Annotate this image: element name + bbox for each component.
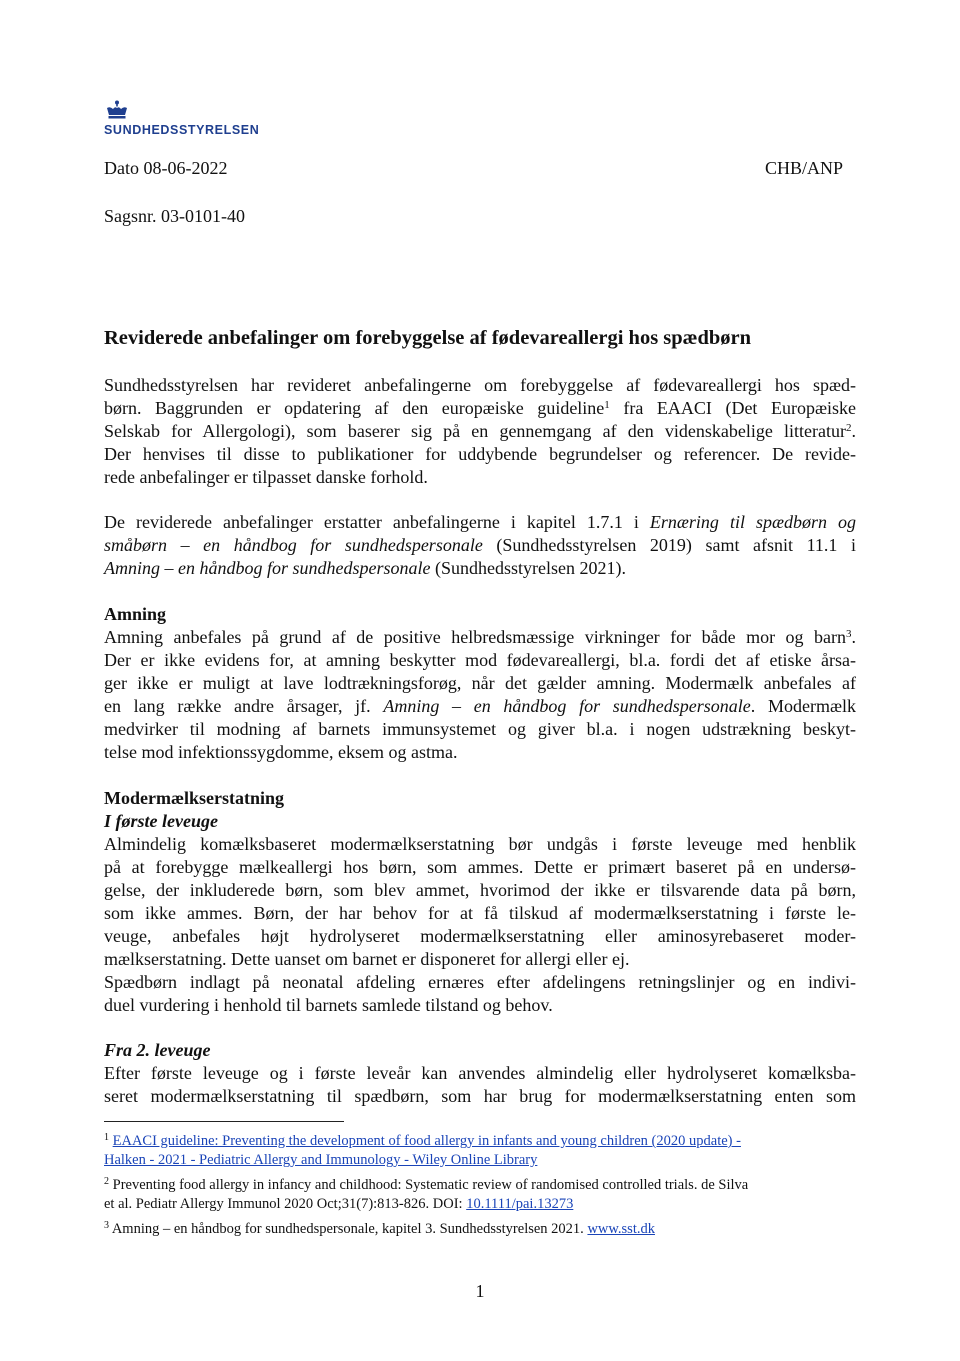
text-line: Selskab for Allergologi), som baserer sig på en gennemgang af den videnskabelige litteratur$^2$. <box>104 421 856 441</box>
text-line: Efter første leveuge og i første leveår kan anvendes almindelig eller hydrolyseret komælksba- <box>104 1063 856 1083</box>
footnote-1 <box>104 1132 856 1170</box>
replace-paragraph <box>104 511 856 580</box>
footnote-ref[interactable]: 1 <box>604 399 610 411</box>
modermaelk-section <box>104 787 856 1017</box>
section-heading: Amning <box>104 604 167 624</box>
text-line: veuge, anbefales højt hydrolyseret modermælkserstatning eller aminosyrebaseret moder- <box>104 926 856 946</box>
text-line: Amning – en håndbog for sundhedspersonale (Sundhedsstyrelsen 2021). <box>104 558 626 578</box>
footnote-2: $^2$ Preventing food allergy in infancy and childhood: Systematic review of randomised controlled trials. de Silva et al. Pediatr Allergy Immunol 2020 Oct;31(7):813-826. DOI: 10.1111/pai.13273 <box>104 1176 749 1212</box>
section-heading: Modermælkserstatning <box>104 788 284 808</box>
date-row <box>104 157 843 179</box>
footnote-divider <box>104 1121 344 1122</box>
subsection-heading: I første leveuge <box>104 811 218 831</box>
text-line: på at forebygge mælkeallergi hos børn, som ammes. Dette er primært baseret på en undersø- <box>104 857 856 877</box>
text-line: duel vurdering i henhold til barnets samlede tilstand og behov. <box>104 995 553 1015</box>
intro-paragraph <box>104 374 856 489</box>
text-line: mælkserstatning. Dette uanset om barnet er disponeret for allergi eller ej. <box>104 949 630 969</box>
subsection-heading: Fra 2. leveuge <box>104 1040 211 1060</box>
text-line: Sundhedsstyrelsen har revideret anbefalingerne om forebyggelse af fødevareallergi hos spæd- <box>104 375 856 395</box>
footnote-ref[interactable]: 3 <box>846 628 852 640</box>
page-number: 1 <box>475 1281 485 1301</box>
text-line: Der henvises til disse to publikationer for uddybende begrundelser og referencer. De revide- <box>104 444 856 464</box>
text-line: De reviderede anbefalinger erstatter anbefalingerne i kapitel 1.7.1 i Ernæring til spædbørn og <box>104 512 857 532</box>
text-line: Almindelig komælksbaseret modermælkserstatning bør undgås i første leveuge med henblik <box>104 834 856 854</box>
case-number: Sagsnr. 03-0101-40 <box>104 206 245 226</box>
footnote-3: $^3$ Amning – en håndbog for sundhedspersonale, kapitel 3. Sundhedsstyrelsen 2021. www.sst.dk <box>104 1220 655 1237</box>
text-line: seret modermælkserstatning til spædbørn, som har brug for modermælkserstatning enten som <box>104 1086 856 1106</box>
amning-section <box>104 603 856 764</box>
footnote-number: 3 <box>104 1220 109 1231</box>
text-line: ger ikke er muligt at lave lodtrækningsforøg, når det gælder amning. Modermælk anbefales af <box>104 673 856 693</box>
sst-link[interactable]: www.sst.dk <box>587 1221 655 1237</box>
doi-link[interactable]: 10.1111/pai.13273 <box>466 1196 574 1212</box>
footnote-link[interactable]: Halken - 2021 - Pediatric Allergy and Immunology - Wiley Online Library <box>104 1152 538 1168</box>
footnote-ref[interactable]: 2 <box>846 422 852 434</box>
text-line: som ikke ammes. Børn, der har behov for at få tilskud af modermælkserstatning i første le- <box>104 903 856 923</box>
fra-2-leveuge-section <box>104 1039 856 1108</box>
case-number-row <box>104 205 843 227</box>
text-line: Spædbørn indlagt på neonatal afdeling ernæres efter afdelingens retningslinjer og en indivi- <box>104 972 856 992</box>
text-line: børn. Baggrunden er opdatering af den europæiske guideline$^1$ fra EAACI (Det Europæiske <box>104 398 856 418</box>
footnote-number: 2 <box>104 1176 109 1187</box>
logo-text: SUNDHEDSSTYRELSEN <box>104 123 260 137</box>
sundhedsstyrelsen-logo <box>104 100 284 137</box>
text-line: småbørn – en håndbog for sundhedspersonale (Sundhedsstyrelsen 2019) samt afsnit 11.1 i <box>104 535 856 555</box>
text-line: telse mod infektionssygdomme, eksem og astma. <box>104 742 458 762</box>
text-line: medvirker til modning af barnets immunsystemet og giver bl.a. i nogen udstrækning beskyt- <box>104 719 856 739</box>
document-date: Dato 08-06-2022 <box>104 158 228 178</box>
text-line: Der er ikke evidens for, at amning beskytter mod fødevareallergi, bl.a. fordi det af etiske årsa- <box>104 650 856 670</box>
text-line: en lang række andre årsager, jf. Amning – en håndbog for sundhedspersonale. Modermælk <box>104 696 856 716</box>
text-line: rede anbefalinger er tilpasset danske forhold. <box>104 467 428 487</box>
author-initials: CHB/ANP <box>764 158 843 178</box>
text-line: Amning anbefales på grund af de positive helbredsmæssige virkninger for både mor og barn$^3$. <box>104 627 856 647</box>
text-line: gelse, der inkluderede børn, som blev ammet, hvorimod der ikke er tilsvarende data på børn, <box>104 880 856 900</box>
document-title: Reviderede anbefalinger om forebyggelse af fødevareallergi hos spædbørn <box>104 327 752 349</box>
footnote-number: 1 <box>104 1132 109 1143</box>
crown-icon <box>104 100 130 122</box>
footnote-link[interactable]: EAACI guideline: Preventing the development of food allergy in infants and young children (2020 update) - <box>112 1133 741 1149</box>
